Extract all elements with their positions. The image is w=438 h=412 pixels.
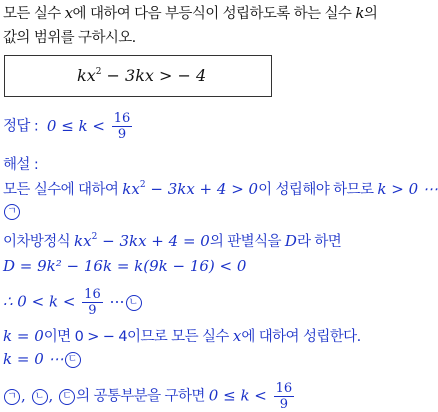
circled-mark-1: ㄱ: [4, 204, 20, 220]
circled-mark-3: ㄷ: [65, 352, 81, 368]
problem-text: 에 대하여 다음 부등식이 성립하도록 하는 실수: [72, 6, 356, 22]
inequality-box: [4, 55, 272, 97]
circled-mark-2: ㄴ: [126, 295, 142, 311]
answer-line: [3, 111, 134, 142]
problem-line-2: 값의 범위를 구하시오.: [3, 30, 136, 46]
solution-fraction-2: $\frac{16}{9}$: [275, 381, 293, 412]
solution-fraction-1: $\frac{16}{9}$: [84, 287, 101, 318]
circled-mark-3b: ㄷ: [59, 389, 75, 405]
circled-mark-2b: ㄴ: [32, 389, 48, 405]
inequality-expression: $kx^2 - 3kx$ > − 4: [77, 66, 207, 85]
variable-x: x: [64, 4, 73, 22]
problem-line-1: [3, 2, 377, 23]
solution-line-2: 이차방정식 $kx^2 - 3kx + 4 = 0$의 판별식을 D라 하면: [3, 232, 342, 250]
answer-math: 0 ≤ k <: [46, 116, 105, 135]
circled-mark-1b: ㄱ: [4, 389, 20, 405]
solution-label: 해설 :: [3, 157, 39, 173]
solution-line-4: ∴ 0 < k < $\frac{16}{9}$ ⋯ ㄴ: [3, 287, 143, 318]
problem-text: 모든 실수: [3, 6, 65, 22]
solution-mark-line: [3, 202, 21, 220]
math-term: kx: [77, 66, 96, 85]
problem-text: 의: [363, 6, 378, 22]
answer-label: 정답 :: [3, 118, 39, 135]
solution-line-6: k = 0 ⋯ ㄷ: [3, 350, 82, 368]
answer-fraction: $\frac{16}{9}$: [113, 111, 131, 142]
variable-k: k: [355, 4, 364, 22]
solution-line-5: k = 0이면 0 > − 4이므로 모든 실수 x에 대하여 성립한다.: [3, 327, 361, 345]
solution-line-7: ㄱ , ㄴ , ㄷ 의 공통부분을 구하면 0 ≤ k < $\frac{16}{9}$: [3, 381, 296, 412]
solution-line-3: D = 9k² − 16k = k(9k − 16) < 0: [3, 257, 247, 275]
math-term: − 3kx > − 4: [101, 66, 207, 85]
solution-line-1: 모든 실수에 대하여 $kx^2 - 3kx + 4 > 0$이 성립해야 하므로 k > 0 ⋯: [3, 180, 438, 198]
